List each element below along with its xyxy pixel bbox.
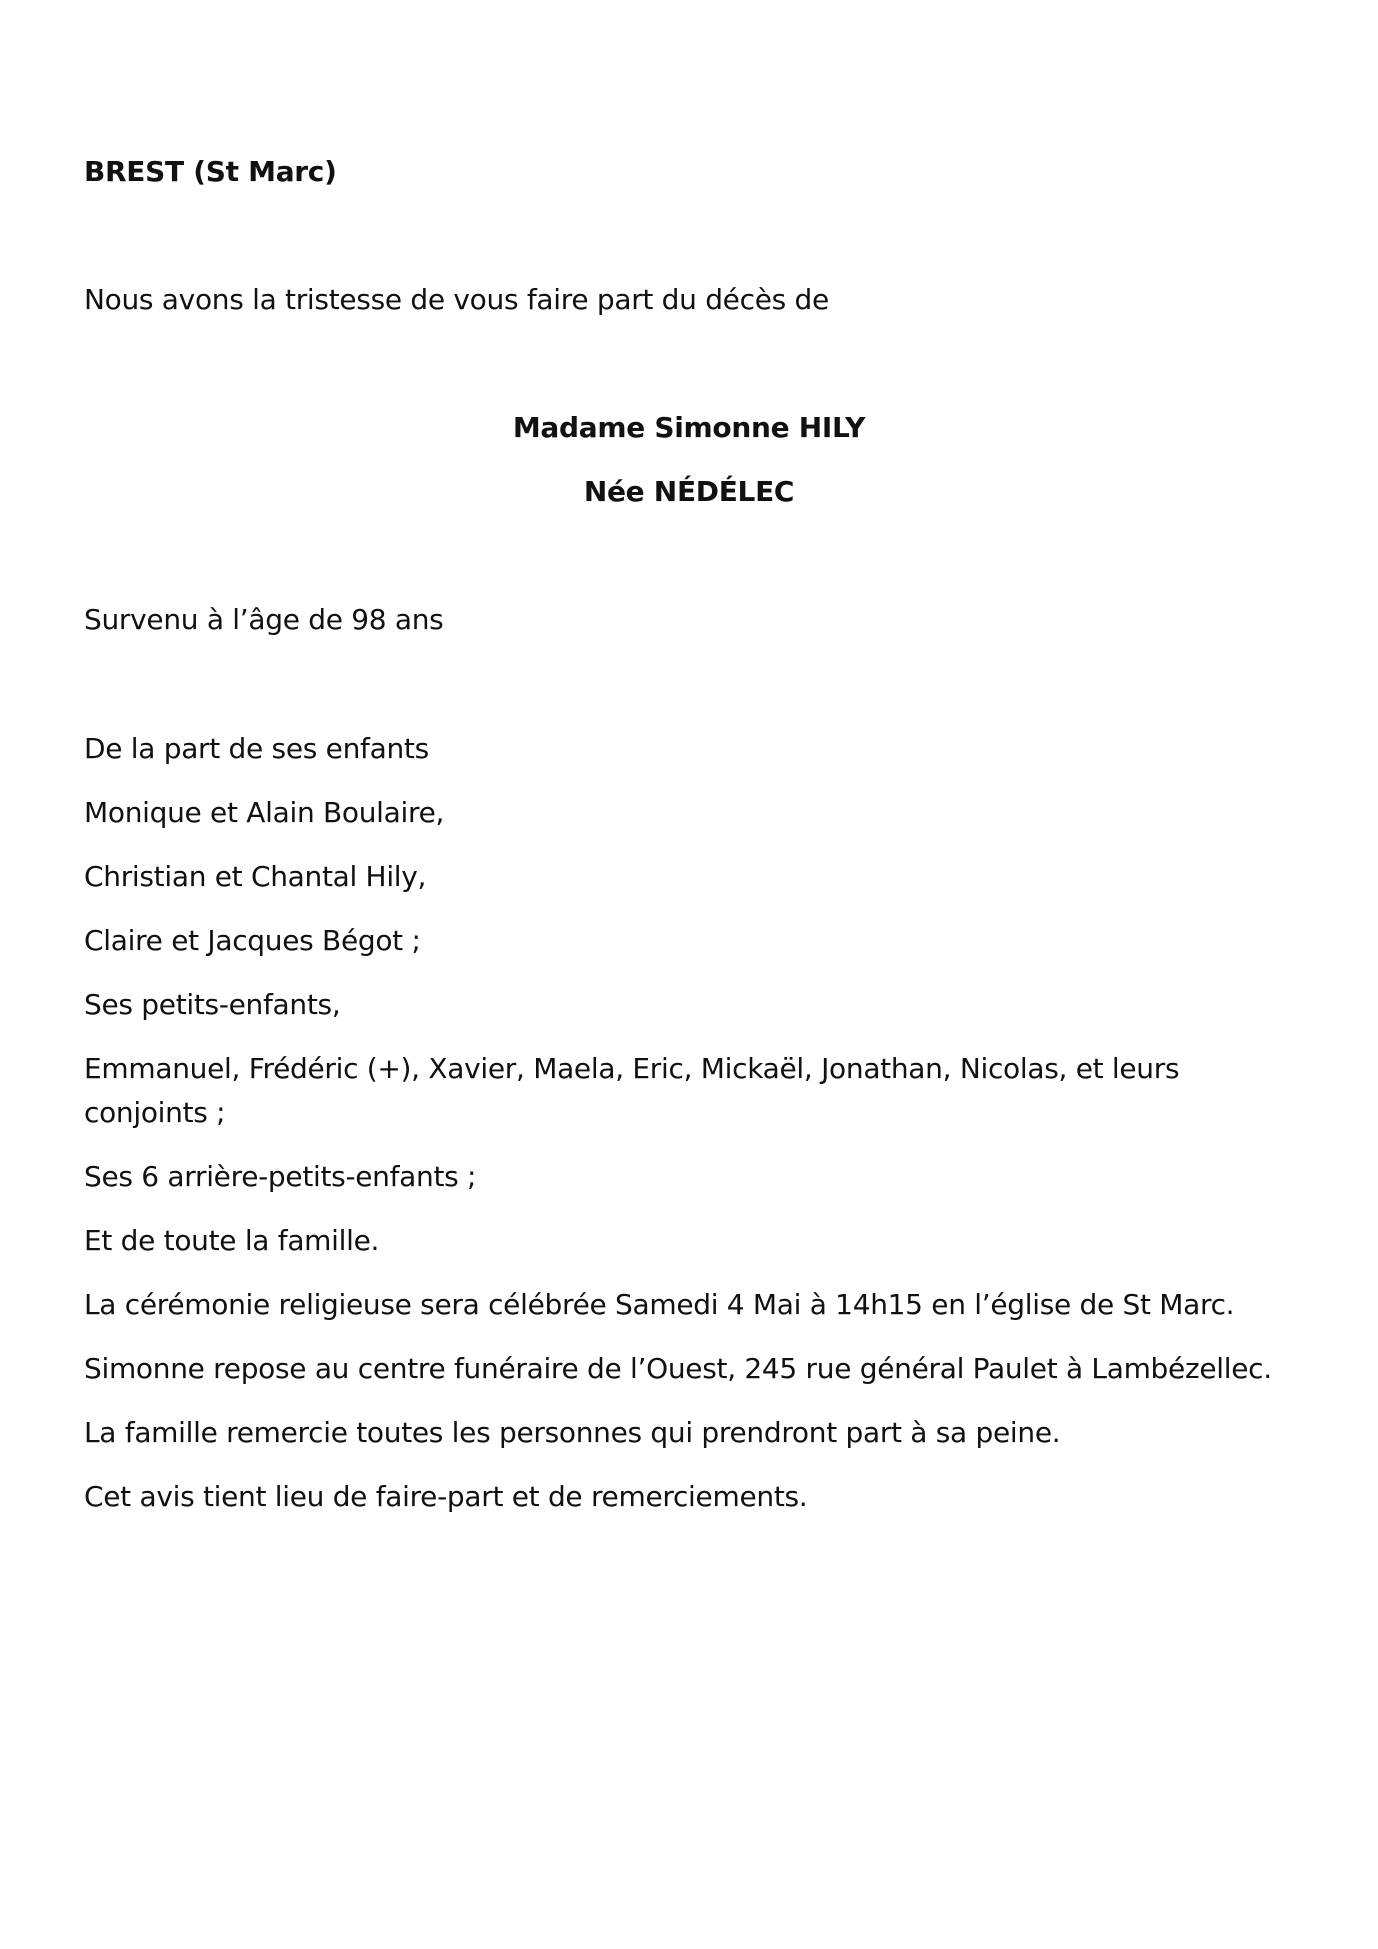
children-heading: De la part de ses enfants xyxy=(84,732,429,765)
deceased-maiden-name: Née NÉDÉLEC xyxy=(583,475,795,508)
great-grandchildren-text: Ses 6 arrière-petits-enfants ; xyxy=(84,1160,477,1193)
child-entry: Monique et Alain Boulaire, xyxy=(84,796,445,829)
thanks-text: La famille remercie toutes les personnes qui prendront part à sa peine. xyxy=(84,1416,1061,1449)
intro-text: Nous avons la tristesse de vous faire part du décès de xyxy=(84,283,829,316)
grandchildren-list: Emmanuel, Frédéric (+), Xavier, Maela, Eric, Mickaël, Jonathan, Nicolas, et leurs xyxy=(84,1052,1180,1085)
child-entry: Christian et Chantal Hily, xyxy=(84,860,427,893)
grandchildren-list-continued: conjoints ; xyxy=(84,1096,226,1129)
age-text: Survenu à l’âge de 98 ans xyxy=(84,603,444,636)
location-heading: BREST (St Marc) xyxy=(84,155,337,188)
notice-text: Cet avis tient lieu de faire-part et de remerciements. xyxy=(84,1480,808,1513)
grandchildren-heading: Ses petits-enfants, xyxy=(84,988,341,1021)
resting-place-text: Simonne repose au centre funéraire de l’Ouest, 245 rue général Paulet à Lambézellec. xyxy=(84,1352,1272,1385)
deceased-name: Madame Simonne HILY xyxy=(512,411,866,444)
whole-family-text: Et de toute la famille. xyxy=(84,1224,380,1257)
child-entry: Claire et Jacques Bégot ; xyxy=(84,924,421,957)
ceremony-text: La cérémonie religieuse sera célébrée Samedi 4 Mai à 14h15 en l’église de St Marc. xyxy=(84,1288,1235,1321)
